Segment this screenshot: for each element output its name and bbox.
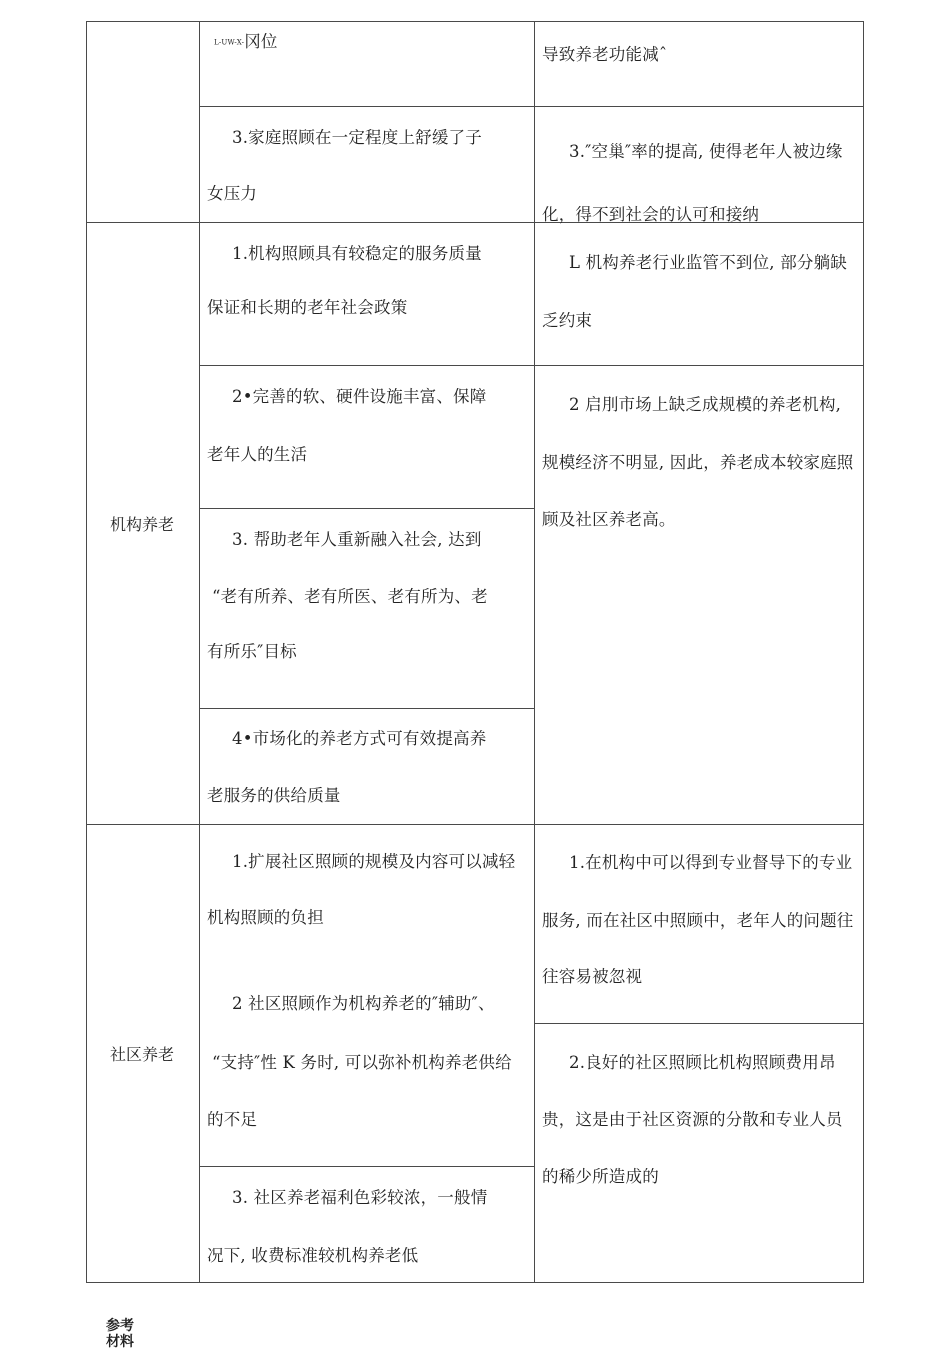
- cell-disadvantage-top: 导致养老功能减ˆ: [542, 45, 668, 64]
- row-divider: [199, 708, 535, 709]
- footer-reference-heading: 参考 材料: [106, 1318, 134, 1350]
- column-divider: [199, 21, 200, 1283]
- document-page: L-UW-X-冈位 导致养老功能减ˆ 3.家庭照顾在一定程度上舒缓了子 女压力 3.″空巢″率的提高, 使得老年人被边缘 化，得不到社会的认可和接纳 机构养老 1.机构照顾具有较稳定的服务质量 保证和长期的老年社会政策 2•完善的软、硬件设施丰富、保障 老年人的生活 3. 帮助老年人重新融入社会, 达到 “老有所养、老有所医、老有所为、老 有所乐″目标 4•市场化的养老方式可有效提高养 老服务的供给质量 L 机构养老行业监管不到位, 部分躺缺 乏约束 2 启刖市场上缺乏成规模的养老机构, 规模经济不明显, 因此，养老成本较家庭照 顾及社区养老高。 社区养老 1.扩展社区照顾的规模及内容可以减轻 机构照顾的负担 2 社区照顾作为机构养老的″辅助″、 “支持″性 K 务时, 可以弥补机构养老供给 的不足 3. 社区养老福利色彩较浓，一般情 况下, 收费标准较机构养老低 1.在机构中可以得到专业督导下的专业 服务, 而在社区中照顾中，老年人的问题往 往容易被忽视 2.良好的社区照顾比机构照顾费用昂 贵，这是由于社区资源的分散和专业人员 的稀少所造成的 参考 材料: [0, 0, 950, 1344]
- row-divider: [199, 508, 535, 509]
- table-left-border: [86, 21, 87, 1283]
- section-divider: [86, 824, 864, 825]
- table-top-border: [86, 21, 864, 22]
- table-right-border: [863, 21, 864, 1283]
- cell-advantage-top: L-UW-X-冈位: [214, 32, 278, 51]
- row-divider: [199, 365, 864, 366]
- category-label-community: 社区养老: [110, 1045, 175, 1064]
- row-divider: [199, 106, 864, 107]
- category-label-institutional: 机构养老: [110, 515, 175, 534]
- row-divider: [534, 1023, 864, 1024]
- table-bottom-border: [86, 1282, 864, 1283]
- row-divider: [199, 1166, 535, 1167]
- column-divider: [534, 21, 535, 1283]
